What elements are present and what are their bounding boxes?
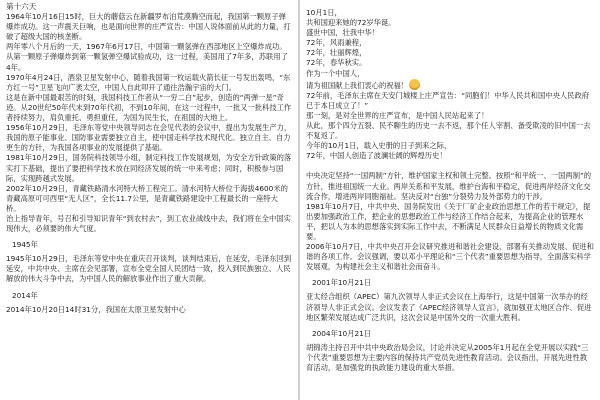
date-heading: 2001年10月21日 (312, 278, 372, 288)
line: 10月1日， (306, 8, 342, 17)
paragraph: 1945年10月29日，毛泽东等党中央在重庆召开谈判，谈判结束后，在延安，毛泽东回到延安，中共中央、主席在会见部署，宣布全党全国人民团结一致，投入到民族独立、人民解放的伟大斗争中去，为中国人民的解放事业作出了重大贡献。 (6, 254, 292, 284)
paragraph: 这是在新中国最艰苦的时刻，我国科技工作者从“一穷二白”起步，创造的“两弹一星”奇迹。从20世纪50年代末到70年代初，不到10年间，在这一过程中，一批又一批科技工作者持续努力，肩负重托、勇担重任，为国为民生长，在祖国的大地上。 (6, 92, 292, 123)
line (306, 79, 594, 91)
paragraph: 2002年10月29日，青藏铁路清水河特大桥工程完工。清水河特大桥位于海拔4600米的青藏高原可可西里“无人区”，全长11.7公里，是青藏铁路建设中工程最长的一座特大桥。 (6, 183, 288, 213)
paragraph: 72年，中国人创造了波澜壮阔的辉煌历史！ (306, 151, 447, 161)
year-heading: 2014年 (12, 290, 38, 300)
paragraph: 1981年10月7日，中共中央、国务院发出《关于厂矿企业政治思想工作的若干规定》，提出要加强政治工作，把企业的思想政治工作与经济工作结合起来，为提高企业的管理水平，把以人为本的思想落实到实际工作中去，不断满足人民群众日益增长的物质文化需要。 (306, 201, 591, 241)
right-page-content (300, 0, 600, 373)
right-page (300, 0, 600, 400)
line: 盛世中国，壮我中华！ (306, 28, 379, 38)
paragraph: 1964年10月16日15时，巨大的蘑菇云在新疆罗布泊荒漠腾空而起，我国第一颗原子弹爆炸成功。这一声震天巨响，也是面向世界的庄严宣告：中国人说体面前从此的力量，打破了超级大国的核垄断。 (6, 12, 291, 42)
paragraph: 亚太经合组织（APEC）第九次领导人非正式会议在上海举行，这是中国第一次举办的经济领导人非正式会议。会议发表了《APEC经济领导人宣言》，就加强亚太地区合作、促进地区繁荣发展达成广泛共识，这次会议是中国外交的一次重大胜利。 (306, 292, 592, 322)
paragraph: 那一刻，是对全世界的庄严宣布，是中国人民站起来了！ (306, 110, 489, 120)
paragraph: 从此，那个四分五裂、民不聊生的历史一去不返，那个任人宰割、备受欺凌的旧中国一去不复返了。 (306, 121, 591, 141)
paragraph: 治上指导青年，号召和引导知识青年“到农村去”，到工农业战线中去，我们将在全中国实现伟大，必须要的伟大气度。 (6, 213, 291, 234)
paragraph: 今年的10月1日，载入史册的日子到来之际， (306, 141, 452, 151)
line-text: 请为祖国献上我们衷心的祝福！ (306, 80, 409, 90)
page-title: 第十六天 (6, 2, 37, 11)
date-heading: 2004年10月21日 (312, 328, 372, 338)
paragraph: 两年零八个月后的一天，1967年6月17日，中国第一颗氢弹在西部地区上空爆炸成功。从第一颗原子弹爆炸到第一颗氢弹空爆试验成功，这一过程，美国用了7年多，苏联用了4年。 (6, 42, 288, 72)
paragraph: 72年前，毛泽东主席在天安门城楼上庄严宣告：“同胞们！中华人民共和国中央人民政府已于本日成立了！” (306, 90, 590, 110)
spacer (306, 161, 594, 171)
smile-icon (409, 79, 420, 90)
paragraph: 1970年4月24日，酒泉卫星发射中心，随着我国第一枚运载火箭长征一号发出轰鸣，“东方红一号”卫星飞向广袤太空，中国人自此叩开了通往浩瀚宇宙的大门。 (6, 72, 291, 92)
left-page-content (0, 0, 298, 315)
line: 72年，春华秋实。 (306, 58, 367, 68)
line: 作为一个中国人， (306, 68, 365, 78)
paragraph: 2006年10月7日，中共中央召开会议研究推进和谐社会建设，部署有关推动发展、促进和谐的各项工作。会议强调，要以邓小平理论和“三个代表”重要思想为指导，全面落实科学发展观，为构建社会主义和谐社会而奋斗。 (306, 242, 594, 272)
line: 72年，风雨兼程， (306, 38, 367, 48)
paragraph: 1956年10月29日，毛泽东等党中央领导同志在会见代表的会议中，提出为发展生产力，我国的原子能事业、国防事业需要独立自主，使中国走科学技术现代化。独立自主、自力更生的方针，为我国各项事业的发展提供了基础。 (6, 123, 292, 153)
line: 共和国迎来她的72岁华诞。 (306, 18, 396, 28)
paragraph: 中央决定坚持“一国两制”方针，维护国家主权和领土完整。按照“和平统一、一国两制”的方针，推进祖国统一大业。两岸关系和平发展，维护台海和平稳定，促进两岸经济文化交流合作，增进两岸同胞福祉。坚决反对“台独”分裂势力及外部势力的干涉。 (306, 171, 592, 201)
paragraph: 胡锦涛主持召开中共中央政治局会议，讨论并决定从2005年1月起在全党开展以实践“三个代表”重要思想为主要内容的保持共产党员先进性教育活动。会议指出，开展先进性教育活动，是加强党的执政能力建设的重大举措。 (306, 342, 589, 372)
line: 72年，壮丽辉煌， (306, 48, 367, 58)
paragraph: 1981年10月29日，国务院科技领导小组，制定科技工作发展规划，为安全方针政策的落实打下基础，提出了要把科学技术放在同经济发展的统一中来考虑；同时，积极参与国际，实现跨越式发展。 (6, 153, 292, 183)
paragraph: 2014年10月20日14时31分，我国在太原卫星发射中心 (6, 304, 186, 314)
year-heading: 1945年 (12, 240, 38, 250)
